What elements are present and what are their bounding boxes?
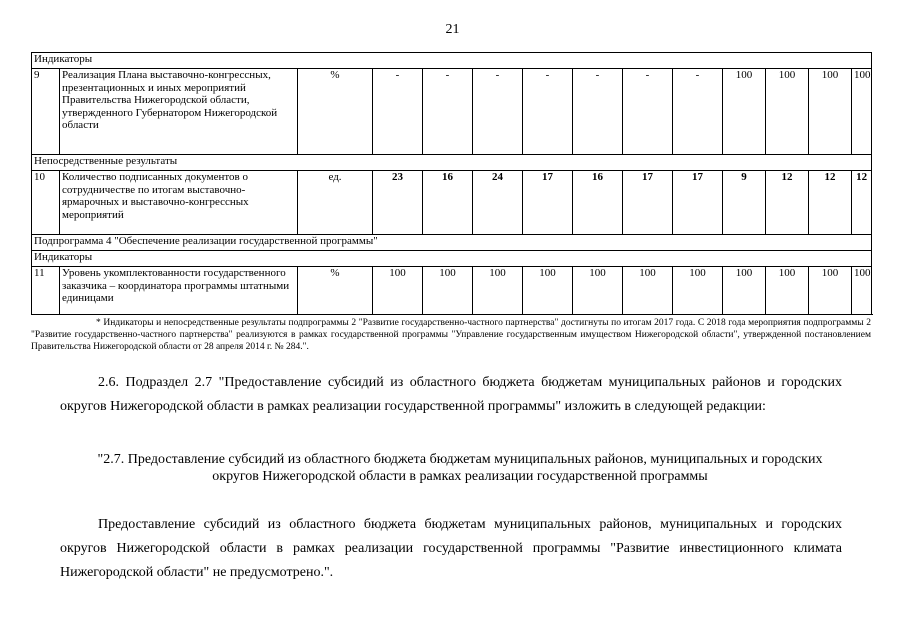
section-body-paragraph: Предоставление субсидий из областного бюджета бюджетам муниципальных районов, муниципальных и городских округов Нижегородской области в рамках реализации государственной программы "Развитие инвестиционного климата Нижегородской области" не предусмотрено.". [60,517,842,580]
value-cell: - [523,69,573,155]
footnote: * Индикаторы и непосредственные результаты подпрограммы 2 "Развитие государственно-частного партнерства" достигнуты по итогам 2017 года. С 2018 года мероприятия подпрограммы 2 "Развитие государственно-частного партнерства" реализуются в рамках государственной программы "Управление государственным имуществом Нижегородской области", утвержденной постановлением Правительства Нижегородской области от 28 апреля 2014 г. № 284.". [31,318,871,352]
value-cell: 100 [766,69,809,155]
section-row [32,251,872,267]
section-label: Индикаторы [32,53,872,69]
section-heading: "2.7. Предоставление субсидий из областного бюджета бюджетам муниципальных районов, муниципальных и городских округов Нижегородской области в рамках реализации государственной программы [97,452,823,484]
indicator-name: Количество подписанных документов о сотрудничестве по итогам выставочно-ярмарочных и выставочно-конгрессных мероприятий [60,171,298,235]
value-cell: - [673,69,723,155]
value-cell: 100 [723,69,766,155]
value-cell: - [423,69,473,155]
value-cell: - [373,69,423,155]
value-cell: 17 [673,171,723,235]
value-cell: 23 [373,171,423,235]
row-number: 10 [32,171,60,235]
row-number: 11 [32,267,60,315]
unit-cell: % [298,267,373,315]
value-cell: 9 [723,171,766,235]
value-cell: 100 [473,267,523,315]
value-cell: 100 [673,267,723,315]
value-cell: 100 [852,267,872,315]
value-cell: - [623,69,673,155]
value-cell: 24 [473,171,523,235]
indicator-name: Реализация Плана выставочно-конгрессных, презентационных и иных мероприятий Правительства Нижегородской области, утвержденного Губернатором Нижегородской области [60,69,298,155]
table-body [32,53,872,315]
value-cell: 16 [573,171,623,235]
value-cell: 100 [809,69,852,155]
value-cell: - [473,69,523,155]
value-cell: 100 [373,267,423,315]
value-cell: 100 [766,267,809,315]
value-cell: 100 [623,267,673,315]
table-row [32,69,872,155]
value-cell: 100 [852,69,872,155]
unit-cell: % [298,69,373,155]
section-row [32,155,872,171]
indicator-name: Уровень укомплектованности государственного заказчика – координатора программы штатными единицами [60,267,298,315]
table-row [32,171,872,235]
value-cell: 16 [423,171,473,235]
value-cell: 100 [573,267,623,315]
section-label: Индикаторы [32,251,872,267]
section-label: Подпрограмма 4 "Обеспечение реализации государственной программы" [32,235,872,251]
value-cell: 100 [423,267,473,315]
value-cell: 100 [723,267,766,315]
value-cell: 12 [809,171,852,235]
amendment-paragraph: 2.6. Подраздел 2.7 "Предоставление субсидий из областного бюджета бюджетам муниципальных районов и городских округов Нижегородской области в рамках реализации государственной программы" изложить в следующей редакции: [60,375,842,414]
value-cell: 17 [623,171,673,235]
page-number: 21 [445,22,460,37]
section-row [32,235,872,251]
table-row [32,267,872,315]
value-cell: 12 [852,171,872,235]
value-cell: 100 [809,267,852,315]
row-number: 9 [32,69,60,155]
section-row [32,53,872,69]
section-label: Непосредственные результаты [32,155,872,171]
value-cell: - [573,69,623,155]
indicators-table [31,52,872,315]
value-cell: 17 [523,171,573,235]
value-cell: 12 [766,171,809,235]
unit-cell: ед. [298,171,373,235]
value-cell: 100 [523,267,573,315]
